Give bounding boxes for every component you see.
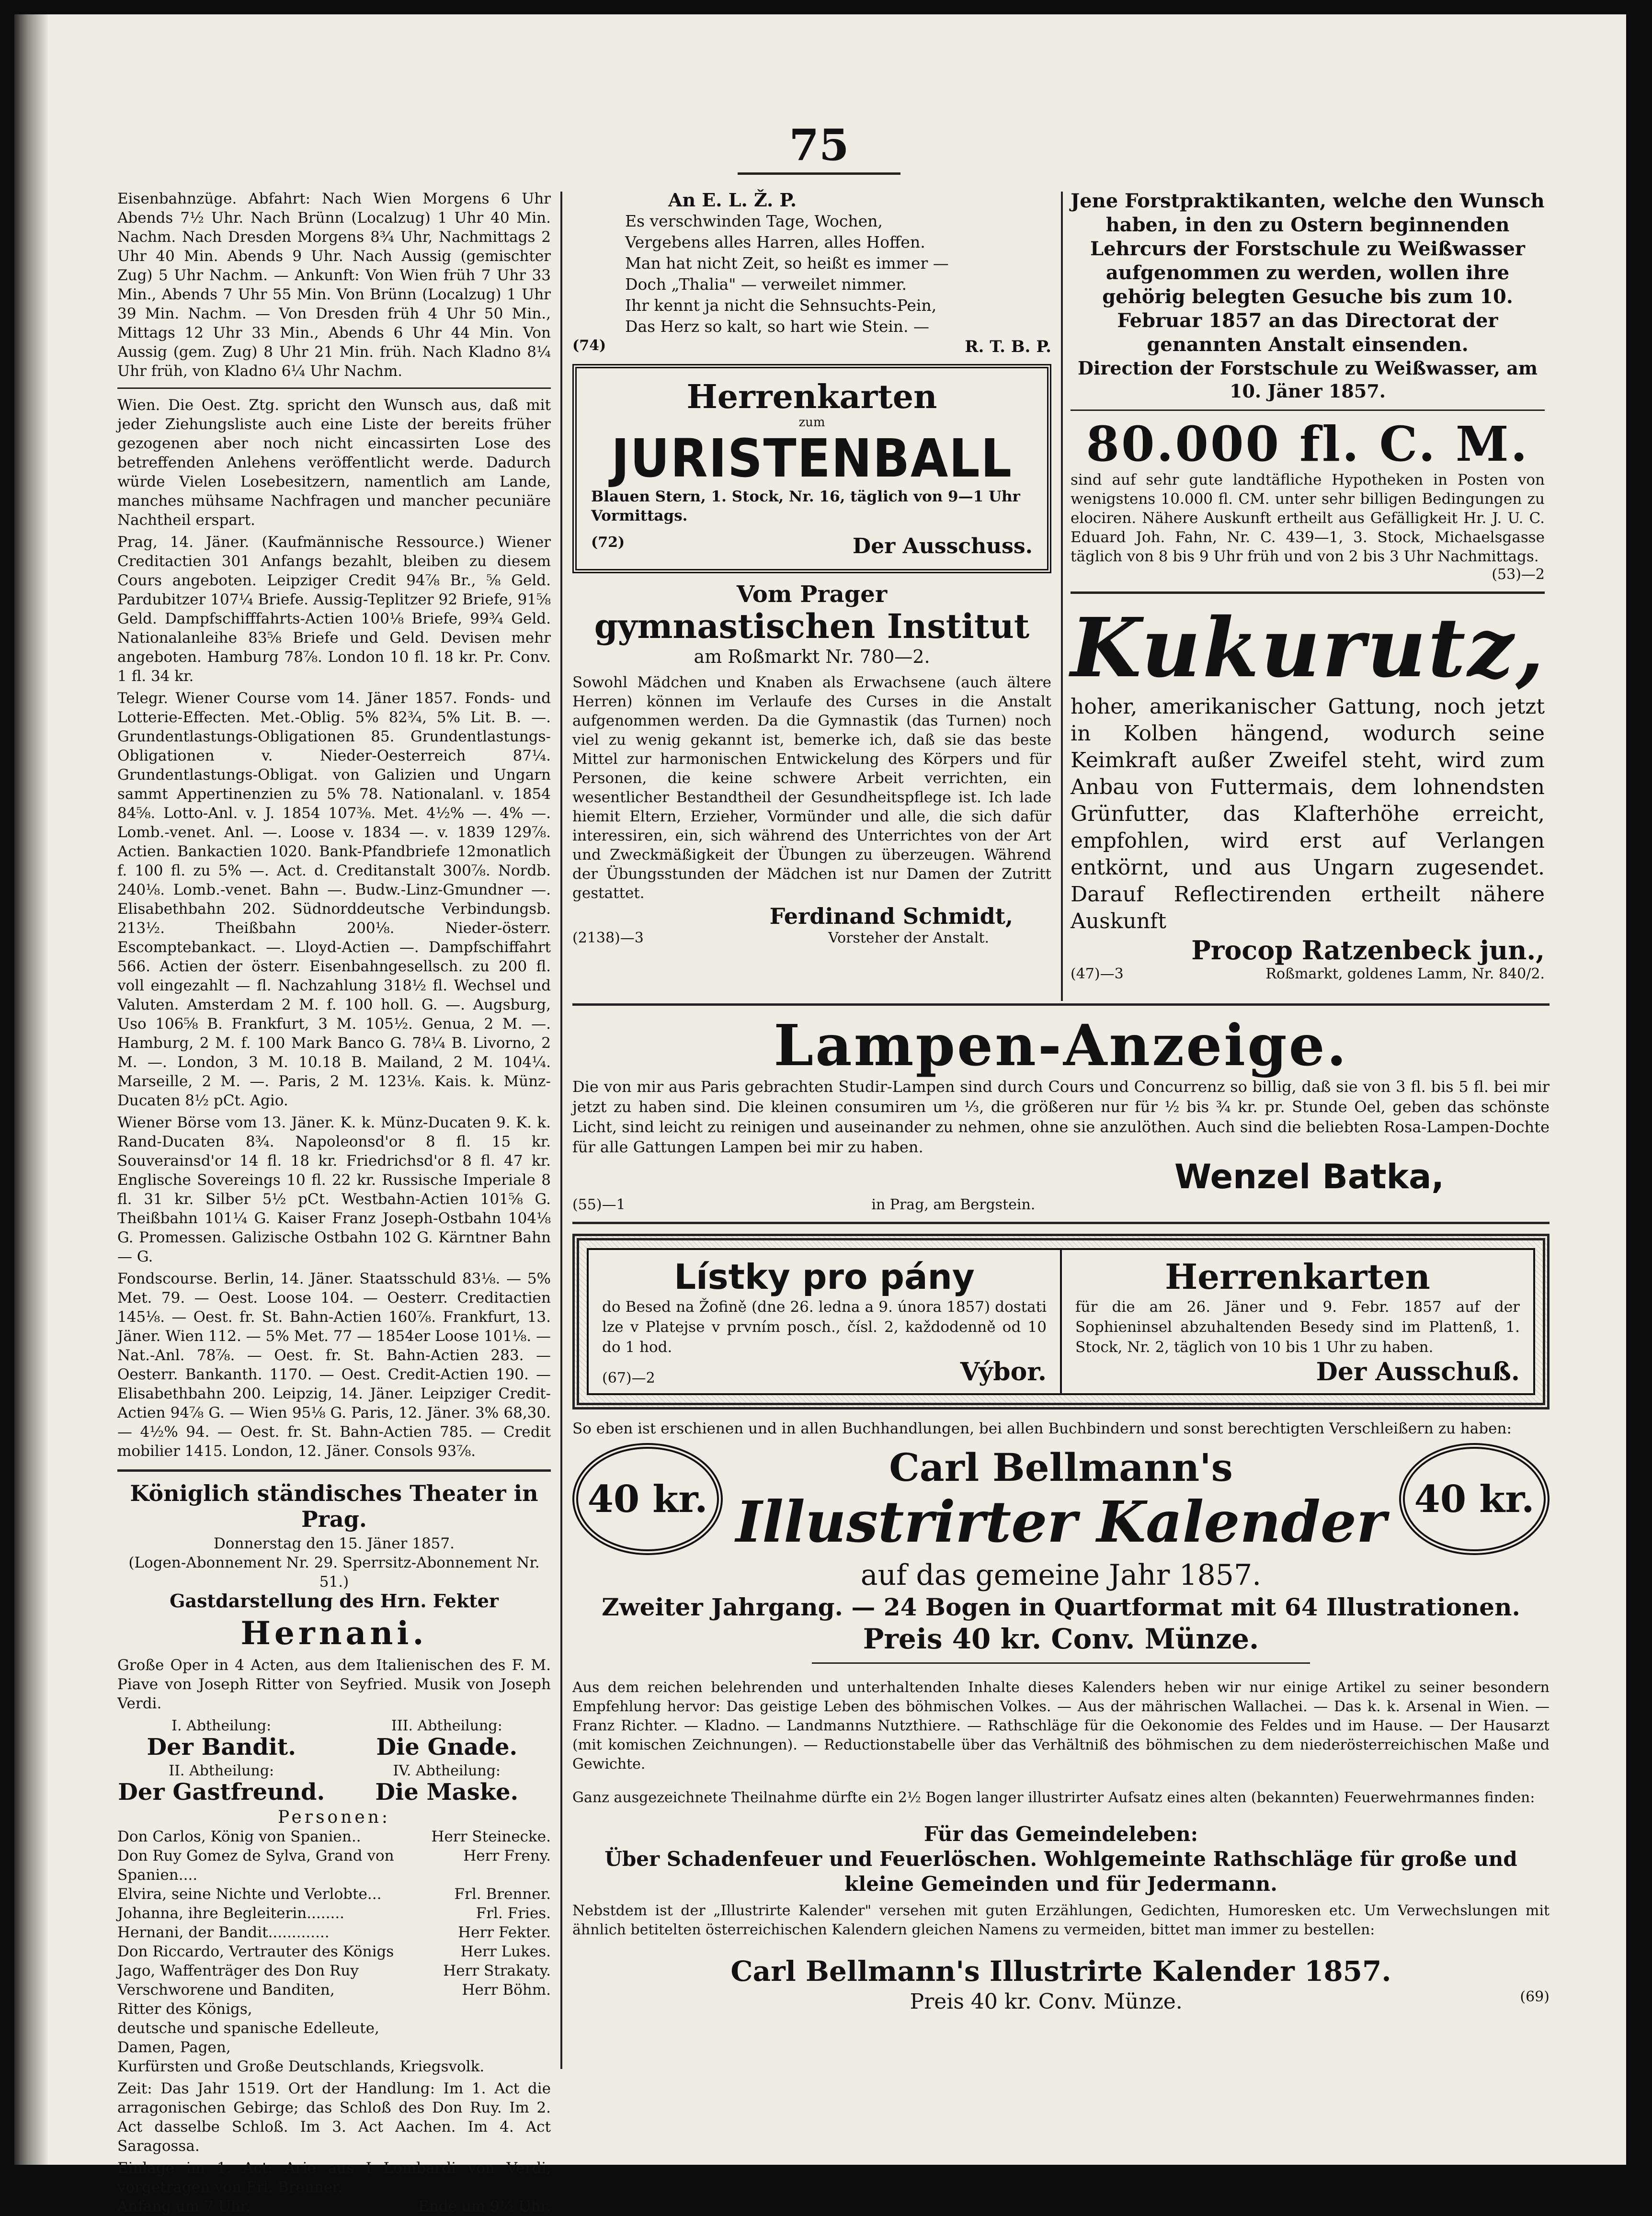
news-wien: Wien. Die Oest. Ztg. spricht den Wunsch aus, daß mit jeder Ziehungsliste auch eine Liste der bereits früher gezogenen aber noch nicht eincassirten Lose des betreffenden Anlehens veröffentlicht werde. Dadurch würde Vielen Losebesitzern, namentlich am Lande, manches mühsame Nachfragen und mancher pecuniäre Nachtheil erspart.	[117, 397, 551, 529]
lampen-address-row: (55)—1 in Prag, am Bergstein.	[572, 1196, 1036, 1213]
ad-subtitle: zum	[798, 415, 825, 430]
kalender-footer-title: Carl Bellmann's Illustrirte Kalender 1857.	[730, 1955, 1391, 1988]
page-number-rule	[738, 172, 900, 175]
act-label: II. Abtheilung:	[169, 1762, 274, 1779]
kalender-essay: Ganz ausgezeichnete Theilnahme dürfte ein 2½ Bogen langer illustrirter Aufsatz eines alten (bekannten) Feuerwehrmannes finden:	[572, 1789, 1535, 1806]
act-label: III. Abtheilung:	[391, 1717, 502, 1734]
money-body: sind auf sehr gute landtäfliche Hypotheken in Posten von wenigstens 10.000 fl. CM. unter sehr billigen Bedingungen zu elociren. Nähere Auskunft ertheilt aus Gefälligkeit Hr. J. U. C. Eduard Joh. Fahn, Nr. C. 439—1, 3. Stock, Michaelsgasse täglich von 8 bis 9 Uhr früh und von 2 bis 3 Uhr Nachmittags.	[1071, 471, 1545, 565]
kalender-publisher: Carl Bellmann's	[889, 1445, 1233, 1490]
cast-row: Hernani, der Bandit............. Herr Fekter.	[117, 1924, 551, 1941]
lampen-signature: Wenzel Batka,	[1174, 1157, 1444, 1196]
theatre-insert: Einlage im 1. Act: Arie aus I Lombardi von Verdi, vorgetragen von Frl. Brenner.	[117, 2159, 551, 2196]
gym-body: Sowohl Mädchen und Knaben als Erwachsene (auch ältere Herren) können im Verlaufe des Curses in die Anstalt aufgenommen werden. Da die Gymnastik (das Turnen) noch viel zu wenig gekannt ist, bemerke ich, daß sie das beste Mittel zur harmonischen Entwickelung des Körpers und für Personen, die keine schwere Arbeit verrichten, ein wesentlicher Bestandtheil der Gesundheitspflege ist. Ich lade hiemit Eltern, Erzieher, Vormünder und alle, die sich dafür interessiren, ein, sich während des Unterrichtes von der Art und Zweckmäßigkeit der Übungen zu überzeugen. Während der Übungsstunden der Mädchen ist nur Damen der Zutritt gestattet.	[572, 674, 1051, 902]
cast-row: Elvira, seine Nichte und Verlobte... Frl. Brenner.	[117, 1886, 551, 1903]
cast-row: Verschworene und Banditen, Herr Böhm.	[117, 1981, 551, 1999]
divider	[1071, 409, 1545, 411]
gym-signature-role: (2138)—3 Vorsteher der Anstalt.	[572, 930, 989, 946]
poem-signature: (74) R. T. B. P.	[572, 337, 1051, 356]
ball-tickets-frame	[572, 1234, 1549, 1409]
gym-heading-1: Vom Prager	[736, 581, 888, 608]
kalender-section-heading: Für das Gemeindeleben:	[923, 1822, 1198, 1846]
poem-line: Doch „Thalia" — verweilet nimmer.	[625, 275, 907, 294]
act-name: Die Maske.	[375, 1779, 519, 1806]
theatre-date: Donnerstag den 15. Jäner 1857.	[214, 1535, 455, 1552]
german-ticket-body: für die am 26. Jäner und 9. Febr. 1857 auf der Sophieninsel abzuhaltenden Besedy sind im Plattenß, 1. Stock, Nr. 2, täglich von 10 bis 1 Uhr zu haben.	[1075, 1298, 1520, 1356]
cast-heading: Personen:	[277, 1807, 391, 1827]
german-ticket-ad	[1060, 1250, 1533, 1393]
cast-row: Don Riccardo, Vertrauter des Königs Herr Lukes.	[117, 1943, 551, 1960]
act-name: Der Bandit.	[147, 1734, 296, 1761]
german-ticket-signature: Der Ausschuß.	[1316, 1357, 1520, 1386]
theatre-opera-title: Hernani.	[240, 1614, 428, 1652]
cast-row: Jago, Waffenträger des Don Ruy Herr Strakaty.	[117, 1962, 551, 1979]
theatre-guest: Gastdarstellung des Hrn. Fekter	[170, 1590, 499, 1612]
german-ticket-title: Herrenkarten	[1165, 1256, 1430, 1297]
theatre-abonnement: (Logen-Abonnement Nr. 29. Sperrsitz-Abonnement Nr. 51.)	[128, 1554, 540, 1591]
news-telegr: Telegr. Wiener Course vom 14. Jäner 1857. Fonds- und Lotterie-Effecten. Met.-Oblig. 5% 82¾, 5% Lit. B. —. Grundentlastungs-Obligationen 85. Grundentlastungs-Obligationen v. Nieder-Oesterreich 87¼. Grundentlastungs-Obligat. von Galizien und Ungarn sammt Appertinenzien zu 5% 78. Nationalanl. v. 1854 84⅝. Lotto-Anl. v. J. 1854 107⅜. Met. 4½% —. 4% —. Lomb.-venet. Anl. —. Loose v. 1834 —. v. 1839 129⅞. Actien. Bankactien 1020. Bank-Pfandbriefe 12monatlich f. 100 fl. zu 5% —. Act. d. Creditanstalt 300⅞. Nordb. 240⅛. Lomb.-venet. Bahn —. Budw.-Linz-Gmundner —. Elisabethbahn 202. Südnorddeutsche Verbindungsb. 213½. Theißbahn 200⅛. Nieder-österr. Escomptebankact. —. Lloyd-Actien —. Dampfschiffahrt 566. Actien der österr. Eisenbahngesellsch. zu 200 fl. voll eingezahlt — fl. Nachzahlung 318½ fl. Wechsel und Valuten. Amsterdam 2 M. f. 100 holl. G. —. Augsburg, Uso 106⅝ B. Frankfurt, 3 M. 105½. Genua, 2 M. —. Hamburg, 2 M. f. 100 Mark Banco G. 78¼ B. Livorno, 2 M. —. London, 3 M. 10.18 B. Mailand, 2 M. 104¼. Marseille, 2 M. —. Paris, 2 M. 123⅛. Kais. k. Münz-Ducaten 8½ pCt. Agio.	[117, 690, 551, 1109]
poem-line: Man hat nicht Zeit, so heißt es immer —	[625, 254, 949, 273]
czech-ticket-signature: (67)—2 Výbor.	[602, 1357, 1047, 1386]
poem-line: Ihr kennt ja nicht die Sehnsuchts-Pein,	[625, 296, 937, 315]
railway-schedule: Eisenbahnzüge. Abfahrt: Nach Wien Morgens 6 Uhr Abends 7½ Uhr. Nach Brünn (Localzug) 1 Uhr 40 Min. Nachm. Nach Dresden Morgens 8¾ Uhr, Nachmittags 2 Uhr 40 Min. Abends 9 Uhr. Nach Aussig (gemischter Zug) 5 Uhr Nachm. — Ankunft: Von Wien früh 7 Uhr 33 Min., Abends 7 Uhr 55 Min. Von Brünn (Localzug) 1 Uhr 39 Min. Nachm. — Von Dresden früh 4 Uhr 50 Min., Mittags 12 Uhr 33 Min., Abends 6 Uhr 44 Min. Von Aussig (gem. Zug) 8 Uhr 21 Min. früh. Nach Kladno 8¼ Uhr früh, von Kladno 6¼ Uhr Nachm.	[117, 190, 551, 380]
kukuruz-address-row: (47)—3 Roßmarkt, goldenes Lamm, Nr. 840/2.	[1071, 966, 1545, 982]
theatre-hours: Anfang um 7 Uhr. Ende um 9½ Uhr.	[117, 2198, 551, 2215]
money-headline: 80.000 fl. C. M.	[1086, 416, 1529, 472]
theatre-heading: Königlich ständisches Theater in Prag.	[130, 1480, 538, 1532]
divider	[1071, 591, 1545, 594]
kalender-title: Illustrirter Kalender	[735, 1489, 1387, 1555]
kukuruz-signature: Procop Ratzenbeck jun.,	[1191, 935, 1545, 966]
poem-line: Das Herz so kalt, so hart wie Stein. —	[625, 317, 930, 336]
news-fondscourse: Fondscourse. Berlin, 14. Jäner. Staatsschuld 83⅛. — 5% Met. 79. — Oest. Loose 104. — Oesterr. Creditactien 145⅛. — Oest. fr. St. Bahn-Actien 160⅞. Frankfurt, 13. Jäner. Wien 112. — 5% Met. 77 — 1854er Loose 101⅛. — Nat.-Anl. 78⅞. — Oest. fr. St. Bahn-Actien 283. — Oesterr. Bankanth. 1170. — Oest. Credit-Actien 190. — Elisabethbahn 200. Leipzig, 14. Jäner. Leipziger Credit-Actien 94⅞ G. — Wien 95⅛ G. Paris, 12. Jäner. 3% 68,30. — 4½% 94. — Oest. fr. St. Bahn-Actien 785. — Credit mobilier 1415. London, 12. Jäner. Consols 93⅞.	[117, 1270, 551, 1460]
czech-ticket-ad	[589, 1250, 1060, 1393]
cast-row: deutsche und spanische Edelleute,	[117, 2020, 379, 2037]
poem-line: Es verschwinden Tage, Wochen,	[625, 212, 883, 230]
czech-ticket-title: Lístky pro pány	[674, 1257, 975, 1297]
ad-signature: (72) Der Ausschuss.	[591, 534, 1033, 558]
cast-row: Johanna, ihre Begleiterin........ Frl. Fries.	[117, 1905, 551, 1922]
money-number: (53)—2	[1492, 566, 1545, 583]
kalender-year: auf das gemeine Jahr 1857.	[860, 1558, 1262, 1592]
lampen-body: Die von mir aus Paris gebrachten Studir-Lampen sind durch Cours und Concurrenz so billig, daß sie von 3 fl. bis 5 fl. bei mir jetzt zu haben sind. Die kleinen consumiren um ⅓, die größeren nur für ½ bis ¾ kr. pr. Stunde Oel, geben das schönste Licht, sind leicht zu reinigen und auseinander zu nehmen, ohne sie anzulöthen. Auch sind die beliebten Rosa-Lampen-Dochte für alle Gattungen Lampen bei mir zu haben.	[572, 1078, 1549, 1156]
forst-notice: Jene Forstpraktikanten, welche den Wunsch haben, in den zu Ostern beginnenden Lehrcurs der Forstschule zu Weißwasser aufgenommen zu werden, wollen ihre gehörig belegten Gesuche bis zum 10. Februar 1857 an das Directorat der genannten Anstalt einsenden.	[1071, 190, 1545, 356]
bottom-ads	[572, 1003, 1549, 2138]
page-number: 75	[789, 120, 849, 170]
news-prag: Prag, 14. Jäner. (Kaufmännische Ressource.) Wiener Creditactien 301 Anfangs bezahlt, bleiben zu diesem Cours angeboten. Leipziger Credit 94⅞ Br., ⅝ Geld. Pardubitzer 107¼ Briefe. Aussig-Teplitzer 92 Briefe, 91⅝ Geld. Dampfschifffahrts-Actien 100⅛ Briefe, 99¾ Geld. Nationalanleihe 83⅝ Briefe und Geld. Devisen mehr angeboten. Hamburg 78⅞. London 10 fl. 18 kr. Pr. Conv. 1 fl. 34 kr.	[117, 534, 551, 685]
act-label: I. Abtheilung:	[171, 1717, 272, 1734]
gym-heading-2: gymnastischen Institut	[594, 606, 1030, 646]
cast-row: Don Carlos, König von Spanien.. Herr Steinecke.	[117, 1828, 551, 1845]
kalender-section-items: Über Schadenfeuer und Feuerlöschen. Wohlgemeinte Rathschläge für große und kleine Gemeinden und für Jedermann.	[604, 1847, 1517, 1896]
theatre-ensemble: Kurfürsten und Große Deutschlands, Kriegsvolk.	[117, 2058, 485, 2075]
news-wiener-boerse: Wiener Börse vom 13. Jäner. K. k. Münz-Ducaten 9. K. k. Rand-Ducaten 8¾. Napoleonsd'or 8 fl. 15 kr. Souverainsd'or 14 fl. 18 kr. Friedrichsd'or 8 fl. 47 kr. Englische Sovereings 10 fl. 22 kr. Russische Imperiale 8 fl. 31 kr. Silber 5½ pCt. Westbahn-Actien 101⅝ G. Theißbahn 101¼ G. Kaiser Franz Joseph-Ostbahn 104⅛ G. Promessen. Galizische Ostbahn 102 G. Kärntner Bahn — G.	[117, 1114, 551, 1265]
forst-signature: Direction der Forstschule zu Weißwasser, am 10. Jäner 1857.	[1077, 357, 1538, 402]
kalender-format: Zweiter Jahrgang. — 24 Bogen in Quartformat mit 64 Illustrationen.	[602, 1593, 1520, 1621]
act-label: IV. Abtheilung:	[393, 1762, 501, 1779]
price-oval-right: 40 kr.	[1399, 1443, 1549, 1555]
kalender-footer-price-row: Preis 40 kr. Conv. Münze. (69)	[910, 1989, 1549, 2014]
column-ads-right	[1071, 189, 1545, 999]
act-name: Der Gastfreund.	[118, 1779, 325, 1806]
column-ads-middle	[572, 189, 1051, 999]
ad-title: Herrenkarten	[686, 378, 937, 416]
poem-dedication: An E. L. Ž. P.	[668, 189, 797, 211]
act-name: Die Gnade.	[376, 1734, 518, 1761]
page-gutter	[14, 14, 48, 2165]
divider	[572, 1003, 1549, 1006]
newspaper-page	[14, 14, 1626, 2215]
divider	[117, 1469, 551, 1472]
kukuruz-body: hoher, amerikanischer Gattung, noch jetzt in Kolben hängend, wodurch seine Keimkraft außer Zweifel steht, wird zum Anbau von Futtermais, dem lohnendsten Grünfutter, das Klafterhöhe erreicht, empfohlen, wird erst auf Verlangen entkörnt, und aus Ungarn zugesendet. Darauf Reflectirenden ertheilt nähere Auskunft	[1071, 694, 1545, 933]
theatre-description: Große Oper in 4 Acten, aus dem Italienischen des F. M. Piave von Joseph Ritter von Seyfried. Musik von Joseph Verdi.	[117, 1657, 551, 1712]
kalender-intro: So eben ist erschienen und in allen Buchhandlungen, bei allen Buchbindern und sonst berechtigten Verschleißern zu haben:	[572, 1420, 1512, 1437]
column-rule-1	[560, 192, 562, 2069]
kalender-contents: Aus dem reichen belehrenden und unterhaltenden Inhalte dieses Kalenders heben wir nur einige Artikel zu seiner besondern Empfehlung hervor: Das geistige Leben des böhmischen Volkes. — Aus der mährischen Wallachei. — Das k. k. Arsenal in Wien. — Franz Richter. — Kladno. — Landmanns Nutzthiere. — Rathschläge für die Oekonomie des Feldes und im Hause. — Der Hausarzt (mit komischen Zeichnungen). — Reductionstabelle über das Verhältniß des böhmischen zu dem niederösterreichischen Maße und Gewichte.	[572, 1679, 1549, 1773]
kukuruz-headline: Kukurutz,	[1071, 600, 1546, 696]
ad-details: Blauen Stern, 1. Stock, Nr. 16, täglich von 9—1 Uhr Vormittags.	[591, 488, 1020, 524]
divider	[572, 1222, 1549, 1224]
kalender-note: Nebstdem ist der „Illustrirte Kalender" versehen mit guten Erzählungen, Gedichten, Humoresken etc. Um Verwechslungen mit ähnlich betitelten österreichischen Kalendern gleichen Namens zu vermeiden, bittet man immer zu bestellen:	[572, 1902, 1549, 1938]
column-financial-theatre	[117, 189, 551, 2215]
cast-row: Don Ruy Gomez de Sylva, Grand von Spanien.... Herr Freny.	[117, 1847, 551, 1884]
ad-juristenball	[572, 364, 1051, 573]
gym-signature: Ferdinand Schmidt,	[769, 903, 1013, 929]
cast-row: Damen, Pagen,	[117, 2039, 231, 2056]
gym-address: am Roßmarkt Nr. 780—2.	[694, 646, 930, 667]
divider	[812, 1662, 1310, 1664]
price-oval-left: 40 kr.	[572, 1443, 723, 1555]
lampen-headline: Lampen-Anzeige.	[774, 1012, 1348, 1079]
kalender-price: Preis 40 kr. Conv. Münze.	[863, 1623, 1259, 1655]
theatre-time-place: Zeit: Das Jahr 1519. Ort der Handlung: Im 1. Act die arragonischen Gebirge; das Schloß des Don Ruy. Im 2. Act dasselbe Schloß. Im 3. Act Aachen. Im 4. Act Saragossa.	[117, 2080, 551, 2155]
poem-line: Vergebens alles Harren, alles Hoffen.	[625, 233, 925, 251]
kalender-header	[572, 1443, 1549, 1555]
divider	[117, 387, 551, 389]
column-rule-2	[1061, 192, 1063, 1001]
czech-ticket-body: do Besed na Žofině (dne 26. ledna a 9. února 1857) dostati lze v Platejse v prvním posch., čísl. 2, každodenně od 10 do 1 hod.	[602, 1298, 1047, 1356]
ad-event: JURISTENBALL	[611, 428, 1013, 489]
theatre-acts	[117, 1718, 551, 1808]
cast-row: Ritter des Königs,	[117, 2000, 252, 2018]
